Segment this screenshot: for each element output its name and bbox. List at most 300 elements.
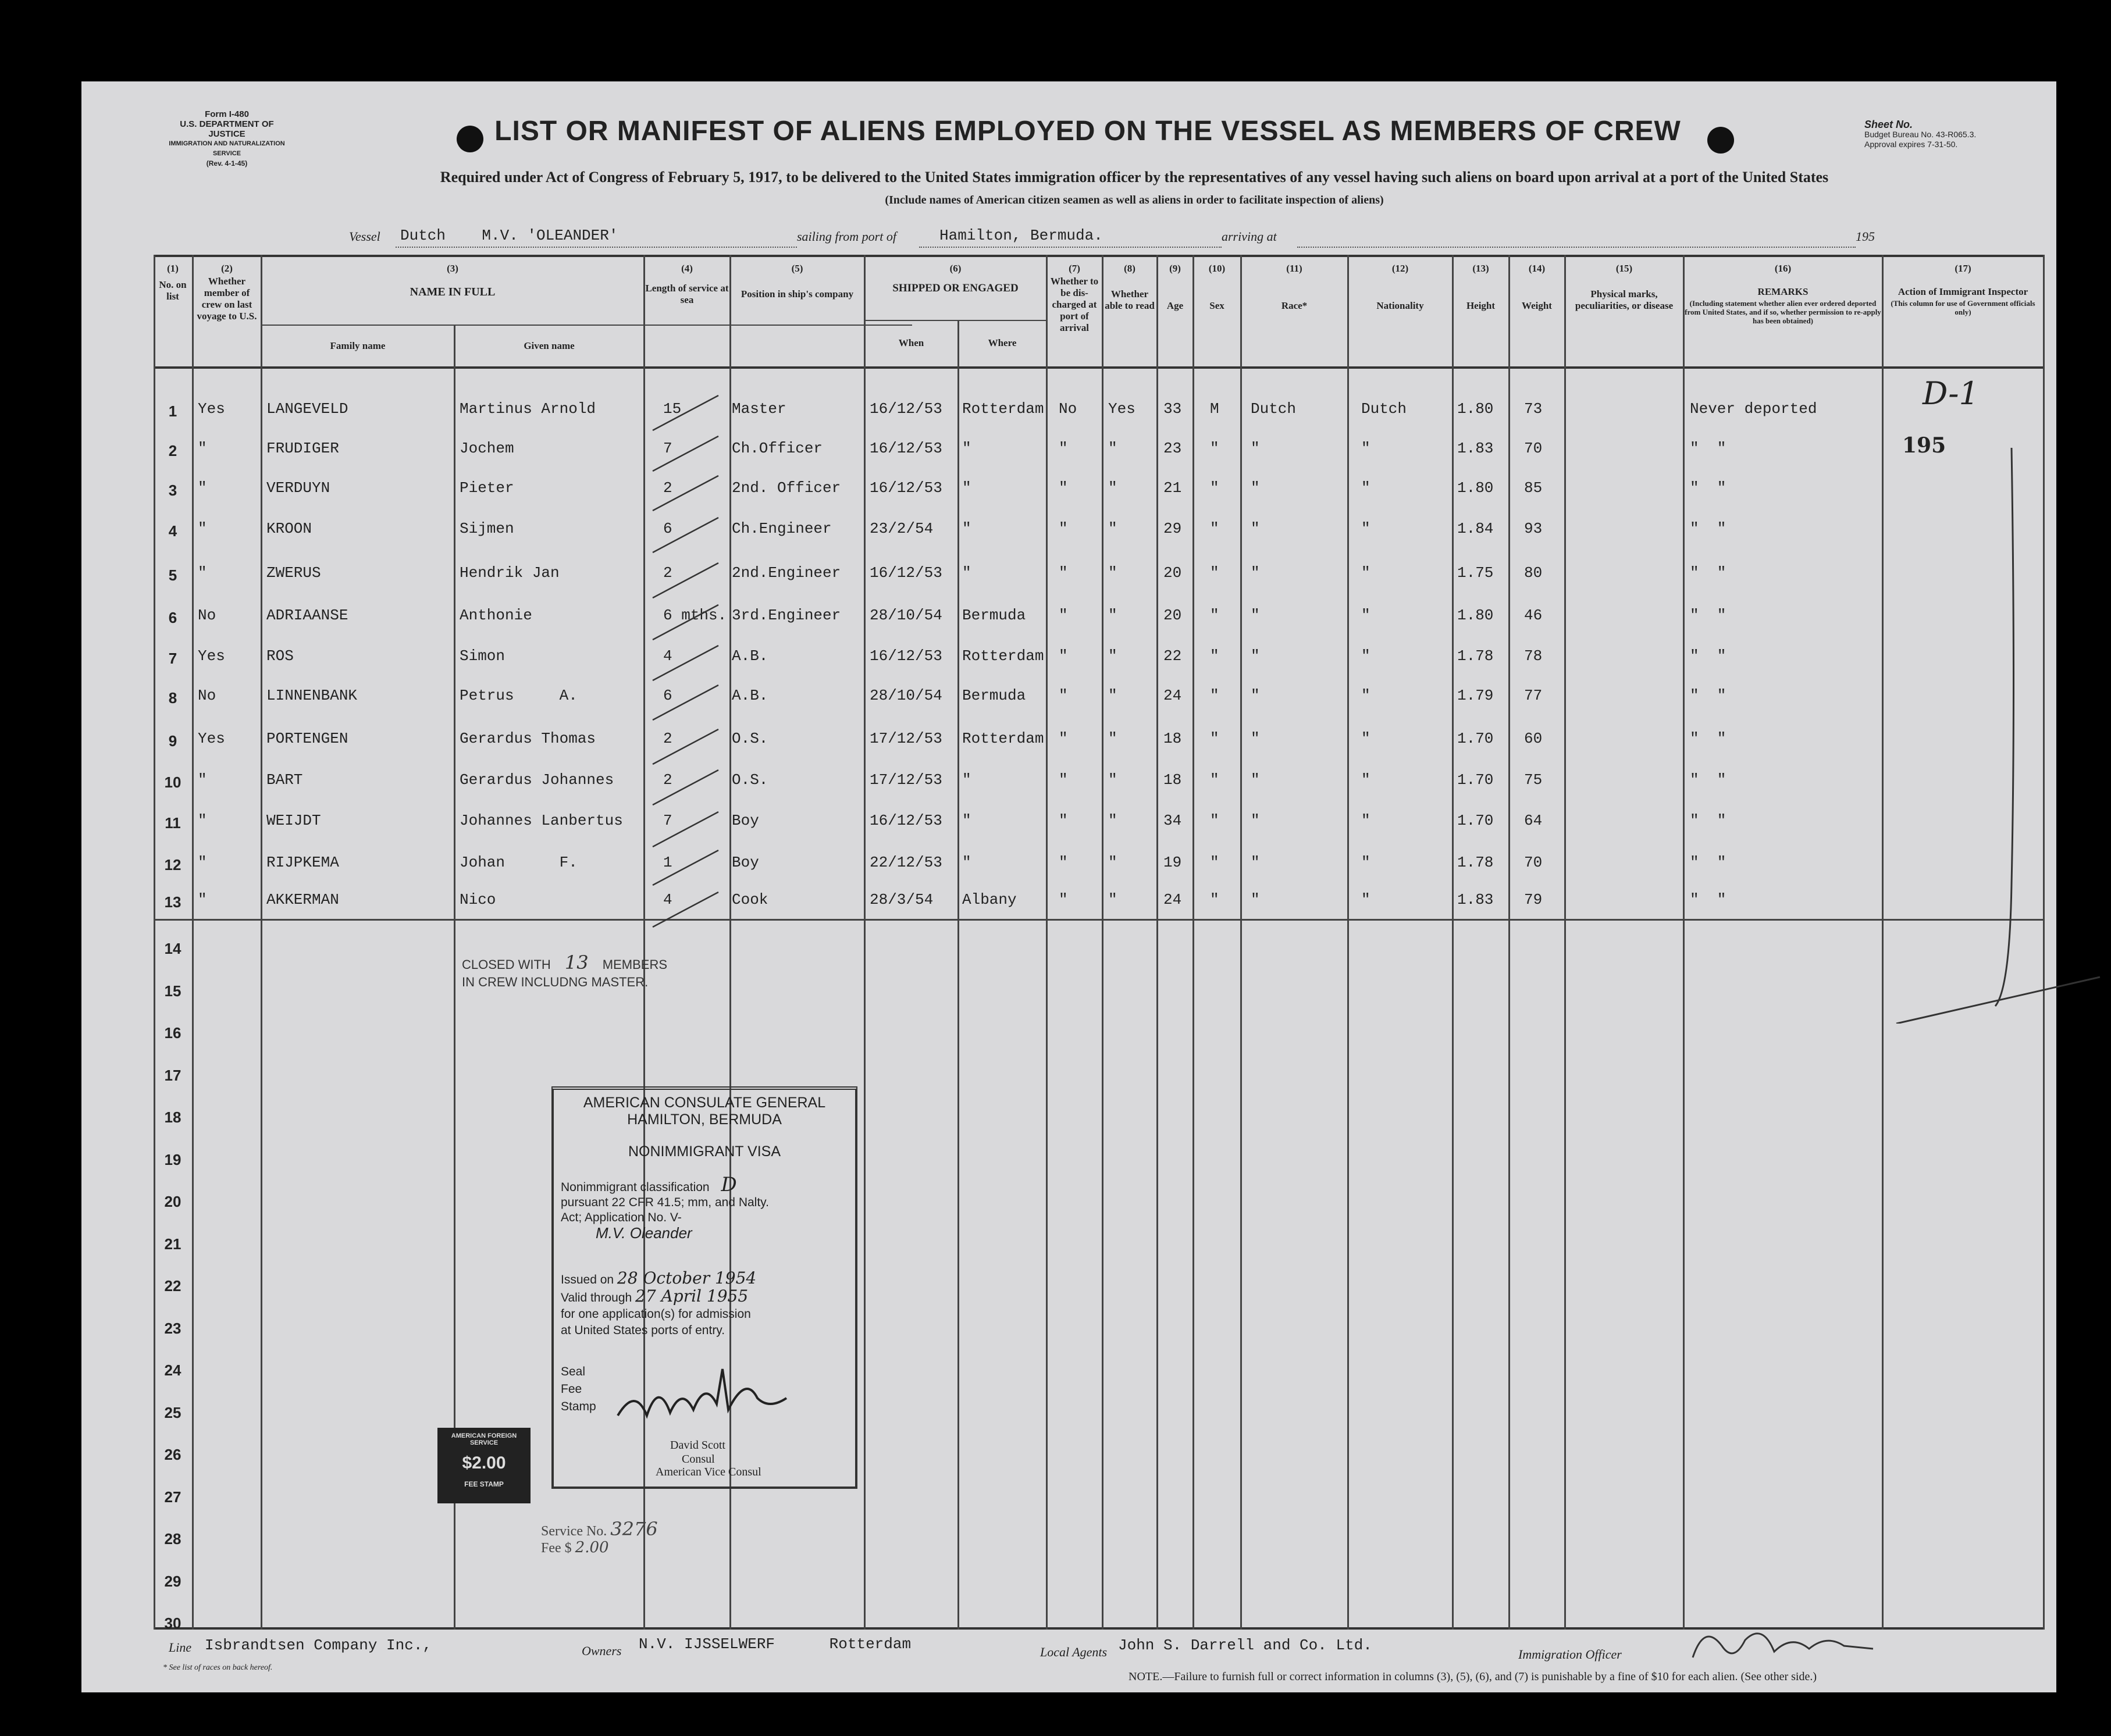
col6-header: (6) SHIPPED OR ENGAGED xyxy=(892,263,1019,294)
action-195: 195 xyxy=(1902,433,1946,458)
col8-header: (8) Whether able to read xyxy=(1105,263,1155,311)
row-discharged: " xyxy=(1059,687,1068,704)
row-race: " xyxy=(1251,647,1260,665)
form-number: Form I-480 xyxy=(205,109,249,119)
row-able-to-read: " xyxy=(1108,891,1117,908)
dept-line1: U.S. DEPARTMENT OF JUSTICE xyxy=(180,119,274,139)
row-family-name: WEIJDT xyxy=(266,812,321,829)
row-number: 27 xyxy=(164,1488,181,1506)
row-sex: " xyxy=(1210,440,1219,457)
row-shipped-when: 23/2/54 xyxy=(870,520,934,537)
col17-header: (17) Action of Immigrant Inspector (This column for use of Government officials only) xyxy=(1891,263,2035,316)
row-number: 5 xyxy=(168,566,177,584)
row-nationality: " xyxy=(1361,607,1370,624)
col5-header: (5) Position in ship's company xyxy=(741,263,854,300)
arriving-label: arriving at xyxy=(1222,229,1277,244)
row-given-name: Simon xyxy=(460,647,505,665)
col4-header: (4) Length of service at sea xyxy=(645,263,729,305)
row-given-name: Gerardus Johannes xyxy=(460,771,614,789)
form-info xyxy=(163,109,291,169)
row-given-name: Nico xyxy=(460,891,496,908)
service-strikes xyxy=(640,361,745,1012)
row-position: O.S. xyxy=(732,730,768,747)
row-weight: 46 xyxy=(1524,607,1543,624)
row-remarks: " " xyxy=(1690,479,1726,497)
row-able-to-read: Yes xyxy=(1108,400,1135,418)
races-footnote: * See list of races on back hereof. xyxy=(163,1663,273,1672)
row-weight: 75 xyxy=(1524,771,1543,789)
family-name-header: Family name xyxy=(330,340,386,351)
row-race: " xyxy=(1251,812,1260,829)
row-shipped-where: " xyxy=(962,564,971,582)
row-remarks: " " xyxy=(1690,520,1726,537)
row-number: 28 xyxy=(164,1530,181,1548)
sailing-value: Hamilton, Bermuda. xyxy=(939,227,1103,244)
row-number: 10 xyxy=(164,773,181,791)
row-nationality: " xyxy=(1361,854,1370,871)
row-remarks: " " xyxy=(1690,812,1726,829)
row-shipped-where: " xyxy=(962,520,971,537)
row-service: 6 mths. xyxy=(663,607,727,624)
row-sex: " xyxy=(1210,812,1219,829)
row-given-name: Hendrik Jan xyxy=(460,564,560,582)
agents-label: Local Agents xyxy=(1040,1645,1108,1659)
row-able-to-read: " xyxy=(1108,687,1117,704)
row-height: 1.78 xyxy=(1457,647,1494,665)
row-number: 22 xyxy=(164,1277,181,1295)
row-height: 1.80 xyxy=(1457,479,1494,497)
row-nationality: " xyxy=(1361,564,1370,582)
row-prev-voyage: " xyxy=(198,854,207,871)
fee-amount: Fee $ 2.00 xyxy=(541,1539,609,1556)
consul-signature xyxy=(612,1363,804,1433)
row-remarks: " " xyxy=(1690,854,1726,871)
col9-header: (9) Age xyxy=(1166,263,1184,311)
row-family-name: BART xyxy=(266,771,303,789)
row-sex: " xyxy=(1210,891,1219,908)
row-shipped-when: 16/12/53 xyxy=(870,440,942,457)
row-number: 26 xyxy=(164,1446,181,1463)
row-nationality: " xyxy=(1361,687,1370,704)
row-given-name: Anthonie xyxy=(460,607,532,624)
row-shipped-when: 16/12/53 xyxy=(870,479,942,497)
row-position: Cook xyxy=(732,891,768,908)
line-label: Line xyxy=(169,1640,192,1655)
row-shipped-when: 17/12/53 xyxy=(870,771,942,789)
row-prev-voyage: " xyxy=(198,520,207,537)
vice-consul-title: American Vice Consul xyxy=(656,1466,761,1478)
row-remarks: Never deported xyxy=(1690,400,1817,418)
vessel-value: Dutch M.V. 'OLEANDER' xyxy=(400,227,618,244)
row-number: 18 xyxy=(164,1108,181,1126)
row-service: 2 xyxy=(663,479,672,497)
row-position: O.S. xyxy=(732,771,768,789)
row-discharged: " xyxy=(1059,730,1068,747)
row-sex: " xyxy=(1210,607,1219,624)
row-discharged: " xyxy=(1059,771,1068,789)
row-shipped-where: " xyxy=(962,771,971,789)
row-family-name: ZWERUS xyxy=(266,564,321,582)
line-value: Isbrandtsen Company Inc., xyxy=(205,1637,432,1654)
row-sex: " xyxy=(1210,730,1219,747)
given-name-header: Given name xyxy=(524,340,575,351)
row-age: 20 xyxy=(1163,564,1182,582)
col14-header: (14) Weight xyxy=(1522,263,1552,311)
row-number: 1 xyxy=(168,402,177,420)
row-shipped-when: 16/12/53 xyxy=(870,812,942,829)
row-shipped-where: Rotterdam xyxy=(962,647,1044,665)
col7-header: (7) Whether to be dis-charged at port of arrival xyxy=(1050,263,1099,333)
year-label: 195 xyxy=(1856,229,1875,244)
row-discharged: " xyxy=(1059,891,1068,908)
col11-header: (11) Race* xyxy=(1281,263,1308,311)
row-shipped-when: 16/12/53 xyxy=(870,400,942,418)
row-remarks: " " xyxy=(1690,564,1726,582)
row-discharged: " xyxy=(1059,854,1068,871)
row-nationality: " xyxy=(1361,891,1370,908)
row-able-to-read: " xyxy=(1108,730,1117,747)
sheet-info xyxy=(1864,120,2039,149)
row-service: 2 xyxy=(663,564,672,582)
row-age: 23 xyxy=(1163,440,1182,457)
row-shipped-when: 22/12/53 xyxy=(870,854,942,871)
row-height: 1.84 xyxy=(1457,520,1494,537)
row-age: 22 xyxy=(1163,647,1182,665)
row-height: 1.78 xyxy=(1457,854,1494,871)
sheet-no-label: Sheet No. xyxy=(1864,119,1913,130)
row-family-name: KROON xyxy=(266,520,312,537)
row-number: 12 xyxy=(164,856,181,874)
row-number: 4 xyxy=(168,522,177,540)
fee-stamp: AMERICAN FOREIGN SERVICE $2.00 FEE STAMP xyxy=(437,1428,531,1503)
col1-header: (1) No. on list xyxy=(159,263,187,302)
col12-header: (12) Nationality xyxy=(1376,263,1424,311)
row-age: 29 xyxy=(1163,520,1182,537)
row-number: 29 xyxy=(164,1573,181,1590)
row-age: 18 xyxy=(1163,730,1182,747)
row-service: 4 xyxy=(663,647,672,665)
row-shipped-when: 28/3/54 xyxy=(870,891,934,908)
row-prev-voyage: " xyxy=(198,812,207,829)
action-bracket xyxy=(1885,407,2106,1024)
row-race: " xyxy=(1251,479,1260,497)
col13-header: (13) Height xyxy=(1466,263,1496,311)
row-discharged: " xyxy=(1059,607,1068,624)
row-sex: " xyxy=(1210,771,1219,789)
row-prev-voyage: Yes xyxy=(198,400,225,418)
row-race: " xyxy=(1251,730,1260,747)
row-able-to-read: " xyxy=(1108,771,1117,789)
row-age: 24 xyxy=(1163,687,1182,704)
row-remarks: " " xyxy=(1690,440,1726,457)
row-race: " xyxy=(1251,564,1260,582)
row-position: Ch.Engineer xyxy=(732,520,832,537)
row-race: " xyxy=(1251,687,1260,704)
row-service: 2 xyxy=(663,730,672,747)
signer-name: David Scott xyxy=(670,1439,725,1452)
row-shipped-where: " xyxy=(962,812,971,829)
row-able-to-read: " xyxy=(1108,607,1117,624)
agents-value: John S. Darrell and Co. Ltd. xyxy=(1118,1637,1372,1654)
stamp-seal: Seal Fee Stamp xyxy=(561,1365,596,1413)
col15-header: (15) Physical marks, peculiarities, or disease xyxy=(1575,263,1674,311)
row-weight: 78 xyxy=(1524,647,1543,665)
row-weight: 93 xyxy=(1524,520,1543,537)
row-discharged: " xyxy=(1059,812,1068,829)
row-number: 14 xyxy=(164,940,181,957)
row-prev-voyage: " xyxy=(198,891,207,908)
row-nationality: " xyxy=(1361,730,1370,747)
row-number: 6 xyxy=(168,609,177,626)
vessel-label: Vessel xyxy=(349,229,380,244)
row-number: 8 xyxy=(168,689,177,707)
row-shipped-when: 16/12/53 xyxy=(870,564,942,582)
row-shipped-where: Albany xyxy=(962,891,1017,908)
row-age: 21 xyxy=(1163,479,1182,497)
row-remarks: " " xyxy=(1690,771,1726,789)
stamp-line1: AMERICAN CONSULATE GENERAL xyxy=(583,1095,826,1111)
row-service: 1 xyxy=(663,854,672,871)
row-weight: 77 xyxy=(1524,687,1543,704)
row-family-name: PORTENGEN xyxy=(266,730,348,747)
row-race: " xyxy=(1251,771,1260,789)
row-service: 6 xyxy=(663,687,672,704)
row-service: 15 xyxy=(663,400,682,418)
row-weight: 60 xyxy=(1524,730,1543,747)
row-nationality: " xyxy=(1361,647,1370,665)
row-service: 4 xyxy=(663,891,672,908)
row-shipped-when: 17/12/53 xyxy=(870,730,942,747)
row-prev-voyage: Yes xyxy=(198,647,225,665)
row-family-name: LANGEVELD xyxy=(266,400,348,418)
row-discharged: " xyxy=(1059,564,1068,582)
row-height: 1.70 xyxy=(1457,771,1494,789)
row-shipped-when: 28/10/54 xyxy=(870,687,942,704)
row-discharged: " xyxy=(1059,647,1068,665)
row-height: 1.79 xyxy=(1457,687,1494,704)
row-prev-voyage: No xyxy=(198,687,216,704)
closed-note: CLOSED WITH 13 MEMBERS IN CREW INCLUDNG MASTER. xyxy=(462,951,668,989)
row-family-name: RIJPKEMA xyxy=(266,854,339,871)
row-position: A.B. xyxy=(732,647,768,665)
row-position: Boy xyxy=(732,812,759,829)
row-height: 1.75 xyxy=(1457,564,1494,582)
row-able-to-read: " xyxy=(1108,440,1117,457)
row-height: 1.80 xyxy=(1457,607,1494,624)
row-height: 1.83 xyxy=(1457,440,1494,457)
officer-signature xyxy=(1681,1617,1891,1669)
document-title: LIST OR MANIFEST OF ALIENS EMPLOYED ON THE VESSEL AS MEMBERS OF CREW xyxy=(494,116,1681,147)
consulate-visa-stamp xyxy=(551,1086,857,1489)
row-height: 1.80 xyxy=(1457,400,1494,418)
row-nationality: " xyxy=(1361,771,1370,789)
row-number: 11 xyxy=(165,814,181,832)
row-age: 33 xyxy=(1163,400,1182,418)
officer-label: Immigration Officer xyxy=(1518,1647,1622,1662)
row-given-name: Martinus Arnold xyxy=(460,400,596,418)
row-race: " xyxy=(1251,607,1260,624)
row-family-name: FRUDIGER xyxy=(266,440,339,457)
row-given-name: Gerardus Thomas xyxy=(460,730,596,747)
row-remarks: " " xyxy=(1690,730,1726,747)
row-weight: 80 xyxy=(1524,564,1543,582)
row-discharged: " xyxy=(1059,520,1068,537)
row-remarks: " " xyxy=(1690,647,1726,665)
row-nationality: " xyxy=(1361,812,1370,829)
row-age: 24 xyxy=(1163,891,1182,908)
row-family-name: ADRIAANSE xyxy=(266,607,348,624)
row-family-name: LINNENBANK xyxy=(266,687,358,704)
row-age: 34 xyxy=(1163,812,1182,829)
row-number: 7 xyxy=(168,650,177,667)
service-number: Service No. 3276 xyxy=(541,1518,658,1540)
owners-label: Owners xyxy=(582,1644,622,1658)
shipped-when-header: When xyxy=(898,337,924,348)
dept-line2: IMMIGRATION AND NATURALIZATION SERVICE xyxy=(169,140,285,157)
row-race: Dutch xyxy=(1251,400,1297,418)
row-family-name: AKKERMAN xyxy=(266,891,339,908)
row-number: 19 xyxy=(164,1151,181,1168)
row-able-to-read: " xyxy=(1108,564,1117,582)
row-given-name: Petrus A. xyxy=(460,687,578,704)
penalty-note: NOTE.—Failure to furnish full or correct information in columns (3), (5), (6), and (7) is punishable by a fine of $10 for each alien. (See other side.) xyxy=(1129,1670,1817,1683)
row-sex: " xyxy=(1210,564,1219,582)
row-discharged: No xyxy=(1059,400,1077,418)
row-nationality: " xyxy=(1361,479,1370,497)
row-shipped-where: " xyxy=(962,479,971,497)
row-able-to-read: " xyxy=(1108,647,1117,665)
row-number: 21 xyxy=(164,1235,181,1253)
stamp-line3: NONIMMIGRANT VISA xyxy=(628,1143,781,1160)
row-given-name: Sijmen xyxy=(460,520,514,537)
row-number: 17 xyxy=(164,1067,181,1084)
stamp-line2: HAMILTON, BERMUDA xyxy=(627,1111,782,1128)
row-prev-voyage: Yes xyxy=(198,730,225,747)
document-subtitle2: (Include names of American citizen seamen as well as aliens in order to facilitate inspection of aliens) xyxy=(885,194,1384,206)
row-shipped-where: Rotterdam xyxy=(962,400,1044,418)
row-nationality: " xyxy=(1361,520,1370,537)
row-shipped-where: " xyxy=(962,854,971,871)
row-number: 25 xyxy=(164,1404,181,1421)
row-family-name: ROS xyxy=(266,647,294,665)
col16-header: (16) REMARKS (Including statement whether alien ever ordered deported from United States, and if so, whether permission to re-apply has been obtained) xyxy=(1685,263,1881,325)
row-position: 3rd.Engineer xyxy=(732,607,841,624)
row-family-name: VERDUYN xyxy=(266,479,330,497)
row-nationality: " xyxy=(1361,440,1370,457)
budget-bureau: Budget Bureau No. 43-R065.3. xyxy=(1864,130,1977,139)
row-sex: " xyxy=(1210,854,1219,871)
row-number: 13 xyxy=(164,893,181,911)
row-position: Ch.Officer xyxy=(732,440,823,457)
row-able-to-read: " xyxy=(1108,520,1117,537)
owners-value: N.V. IJSSELWERF Rotterdam xyxy=(639,1635,912,1653)
row-height: 1.70 xyxy=(1457,812,1494,829)
shipped-where-header: Where xyxy=(988,337,1017,348)
row-height: 1.83 xyxy=(1457,891,1494,908)
row-service: 6 xyxy=(663,520,672,537)
row-number: 9 xyxy=(168,732,177,750)
row-sex: " xyxy=(1210,520,1219,537)
approval-expires: Approval expires 7-31-50. xyxy=(1864,140,1958,149)
row-service: 7 xyxy=(663,812,672,829)
row-given-name: Johannes Lanbertus xyxy=(460,812,623,829)
stamp-body: Nonimmigrant classification D pursuant 22 CFR 41.5; mm, and Nalty. Act; Application No. V- M.V. Oleander xyxy=(561,1173,769,1242)
row-shipped-where: Bermuda xyxy=(962,607,1026,624)
row-shipped-when: 16/12/53 xyxy=(870,647,942,665)
col2-header: (2) Whether member of crew on last voyage to U.S. xyxy=(197,263,257,322)
col10-header: (10) Sex xyxy=(1208,263,1226,311)
row-prev-voyage: No xyxy=(198,607,216,624)
row-remarks: " " xyxy=(1690,891,1726,908)
row-height: 1.70 xyxy=(1457,730,1494,747)
row-age: 18 xyxy=(1163,771,1182,789)
col3-header: (3) NAME IN FULL xyxy=(410,263,496,298)
row-given-name: Pieter xyxy=(460,479,514,497)
rev-date: (Rev. 4-1-45) xyxy=(206,159,248,167)
sailing-label: sailing from port of xyxy=(797,229,896,244)
row-weight: 85 xyxy=(1524,479,1543,497)
row-shipped-when: 28/10/54 xyxy=(870,607,942,624)
row-service: 7 xyxy=(663,440,672,457)
row-position: 2nd.Engineer xyxy=(732,564,841,582)
row-prev-voyage: " xyxy=(198,564,207,582)
row-weight: 79 xyxy=(1524,891,1543,908)
consul-title: Consul xyxy=(682,1453,715,1466)
row-sex: M xyxy=(1210,400,1219,418)
row-shipped-where: " xyxy=(962,440,971,457)
row-number: 3 xyxy=(168,482,177,499)
row-remarks: " " xyxy=(1690,687,1726,704)
row-race: " xyxy=(1251,854,1260,871)
row-age: 20 xyxy=(1163,607,1182,624)
row-sex: " xyxy=(1210,647,1219,665)
row-service: 2 xyxy=(663,771,672,789)
row-weight: 64 xyxy=(1524,812,1543,829)
row-given-name: Johan F. xyxy=(460,854,578,871)
punch-hole xyxy=(457,126,483,152)
punch-hole xyxy=(1707,127,1734,154)
row-number: 20 xyxy=(164,1193,181,1210)
action-d1: D-1 xyxy=(1923,375,1979,412)
row-weight: 70 xyxy=(1524,854,1543,871)
row-nationality: Dutch xyxy=(1361,400,1407,418)
row-remarks: " " xyxy=(1690,607,1726,624)
document-subtitle: Required under Act of Congress of February 5, 1917, to be delivered to the United States immigration officer by the representatives of any vessel having such aliens on board upon arrival at a port of the United States xyxy=(440,169,1829,186)
row-sex: " xyxy=(1210,479,1219,497)
manifest-sheet xyxy=(81,81,2056,1692)
row-prev-voyage: " xyxy=(198,479,207,497)
row-number: 23 xyxy=(164,1320,181,1337)
row-able-to-read: " xyxy=(1108,479,1117,497)
row-given-name: Jochem xyxy=(460,440,514,457)
row-able-to-read: " xyxy=(1108,812,1117,829)
row-prev-voyage: " xyxy=(198,440,207,457)
row-position: Master xyxy=(732,400,786,418)
row-race: " xyxy=(1251,440,1260,457)
row-number: 16 xyxy=(164,1024,181,1042)
row-age: 19 xyxy=(1163,854,1182,871)
row-number: 2 xyxy=(168,442,177,459)
stamp-dates: Issued on 28 October 1954 Valid through 27 April 1955 for one application(s) for admission at United States ports of entry. xyxy=(561,1268,757,1337)
row-weight: 73 xyxy=(1524,400,1543,418)
row-number: 15 xyxy=(164,982,181,1000)
row-race: " xyxy=(1251,520,1260,537)
row-shipped-where: Bermuda xyxy=(962,687,1026,704)
row-discharged: " xyxy=(1059,479,1068,497)
row-sex: " xyxy=(1210,687,1219,704)
row-shipped-where: Rotterdam xyxy=(962,730,1044,747)
row-number: 30 xyxy=(164,1614,181,1632)
